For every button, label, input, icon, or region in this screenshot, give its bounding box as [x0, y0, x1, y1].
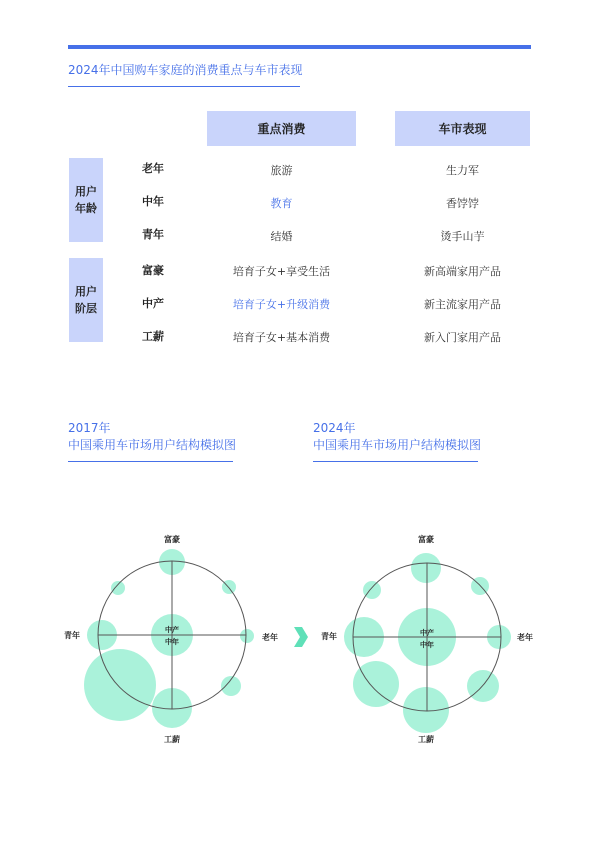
row-label: 老年 — [142, 162, 164, 175]
chevron-right-icon — [294, 627, 308, 647]
diagram-2024-year: 2024年 — [313, 421, 356, 435]
axis-label-right: 老年 — [517, 633, 533, 642]
axis-label-bottom: 工薪 — [418, 735, 434, 744]
diagram-2017-year: 2017年 — [68, 421, 111, 435]
center-label: 中产 — [165, 626, 179, 634]
group-label-line: 年龄 — [75, 202, 97, 215]
group-label-line: 用户 — [75, 185, 97, 198]
market-cell: 生力军 — [446, 164, 479, 177]
center-label: 中年 — [420, 641, 434, 649]
row-label: 工薪 — [142, 330, 164, 343]
diagram-2017 — [64, 534, 278, 744]
row-label: 中年 — [142, 195, 164, 208]
group-label-age — [69, 158, 103, 242]
bubble — [240, 629, 254, 643]
structure-diagrams — [0, 520, 600, 760]
focus-cell: 培育子女+享受生活 — [232, 265, 331, 278]
axis-label-right: 老年 — [262, 633, 278, 642]
focus-cell: 旅游 — [270, 164, 293, 177]
diagram-2017-underline — [68, 461, 233, 462]
center-label: 中产 — [420, 629, 434, 637]
diagram-2024-title: 中国乘用车市场用户结构模拟图 — [313, 438, 482, 452]
diagram-2017-title: 中国乘用车市场用户结构模拟图 — [68, 438, 237, 452]
column-header-market: 车市表现 — [395, 111, 530, 146]
market-cell: 香饽饽 — [446, 197, 479, 210]
focus-cell: 培育子女+基本消费 — [232, 331, 331, 344]
bubble — [84, 649, 156, 721]
bubble — [403, 687, 449, 733]
group-label-line: 用户 — [75, 285, 97, 298]
row-label: 富豪 — [142, 264, 164, 277]
axis-label-bottom: 工薪 — [164, 735, 180, 744]
group-label-class — [69, 258, 103, 342]
market-cell: 新高端家用产品 — [424, 265, 501, 278]
focus-cell: 教育 — [270, 197, 293, 210]
column-header-focus: 重点消费 — [207, 111, 356, 146]
axis-label-left: 青年 — [321, 632, 337, 641]
bubble — [111, 581, 125, 595]
group-label-line: 阶层 — [75, 302, 97, 315]
focus-cell: 培育子女+升级消费 — [232, 298, 331, 311]
axis-label-top: 富豪 — [164, 535, 180, 544]
row-label: 中产 — [142, 297, 164, 310]
page-title: 2024年中国购车家庭的消费重点与车市表现 — [68, 63, 303, 77]
diagram-2024 — [321, 534, 533, 744]
axis-label-left: 青年 — [64, 631, 80, 640]
bubble — [411, 553, 441, 583]
diagram-2024-underline — [313, 461, 478, 462]
market-cell: 新主流家用产品 — [424, 298, 501, 311]
focus-cell: 结婚 — [270, 230, 293, 243]
top-accent-bar — [68, 45, 531, 49]
market-cell: 烫手山芋 — [440, 230, 485, 243]
axis-label-top: 富豪 — [418, 535, 434, 544]
title-underline — [68, 86, 300, 87]
market-cell: 新入门家用产品 — [424, 331, 501, 344]
row-label: 青年 — [142, 228, 164, 241]
center-label: 中年 — [165, 638, 179, 646]
